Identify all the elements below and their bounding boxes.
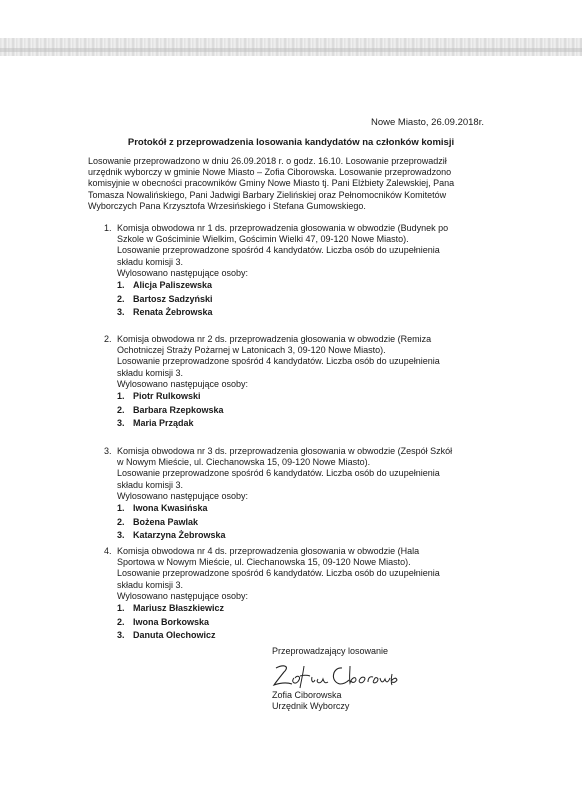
person-name: Maria Prządak [133, 418, 194, 429]
person-number: 1. [117, 280, 125, 291]
person-number: 3. [117, 418, 125, 429]
person-name: Mariusz Błaszkiewicz [133, 603, 225, 614]
person-name: Iwona Kwasińska [133, 503, 208, 514]
selected-person [117, 293, 489, 307]
commission-number: 3. [104, 446, 112, 456]
person-number: 3. [117, 630, 125, 641]
signature-heading: Przeprowadzający losowanie [272, 646, 389, 656]
commission-line: Ochotniczej Straży Pożarnej w Latonicach 3, 09-120 Nowe Miasto). [117, 345, 386, 356]
commission-line: składu komisji 3. [117, 579, 184, 590]
commission-line: składu komisji 3. [117, 367, 184, 378]
commission-line: Losowanie przeprowadzone spośród 4 kandydatów. Liczba osób do uzupełnienia [117, 356, 440, 367]
person-number: 2. [117, 293, 125, 304]
commission-line: Komisja obwodowa nr 2 ds. przeprowadzenia głosowania w obwodzie (Remiza [117, 334, 432, 344]
commission-line: Losowanie przeprowadzone spośród 6 kandydatów. Liczba osób do uzupełnienia [117, 568, 440, 579]
selected-person [117, 529, 489, 543]
commission-line: Komisja obwodowa nr 1 ds. przeprowadzenia głosowania w obwodzie (Budynek po [117, 223, 449, 233]
selected-person [117, 629, 489, 643]
intro-line: Losowanie przeprowadzono w dniu 26.09.2018 r. o godz. 16.10. Losowanie przeprowadził [88, 156, 447, 166]
commission-4 [104, 546, 489, 643]
person-number: 3. [117, 307, 125, 318]
signature-block [272, 646, 400, 713]
handwritten-signature [270, 660, 400, 690]
commission-2 [104, 334, 489, 431]
commission-line: Komisja obwodowa nr 4 ds. przeprowadzenia głosowania w obwodzie (Hala [117, 546, 420, 556]
commission-line: Komisja obwodowa nr 3 ds. przeprowadzenia głosowania w obwodzie (Zespół Szkół [117, 446, 453, 456]
commission-line: Losowanie przeprowadzone spośród 4 kandydatów. Liczba osób do uzupełnienia [117, 245, 440, 256]
person-name: Piotr Rulkowski [133, 391, 201, 402]
commission-number: 2. [104, 334, 112, 344]
place-date: Nowe Miasto, 26.09.2018r. [370, 117, 484, 128]
person-number: 2. [117, 616, 125, 627]
scan-artifact-line [0, 48, 582, 52]
person-number: 2. [117, 404, 125, 415]
signatory-role: Urzędnik Wyborczy [272, 701, 350, 711]
selected-person [117, 404, 489, 418]
commission-line: Szkole w Gościminie Wielkim, Gościmin Wielki 47, 09-120 Nowe Miasto). [117, 234, 409, 245]
selected-persons-list [117, 602, 489, 643]
commission-line: Sportowa w Nowym Mieście, ul. Ciechanowska 15, 09-120 Nowe Miasto). [117, 557, 411, 568]
commission-number: 4. [104, 546, 112, 556]
person-number: 2. [117, 516, 125, 527]
selected-persons-list [117, 502, 489, 543]
commission-line: Losowanie przeprowadzone spośród 6 kandydatów. Liczba osób do uzupełnienia [117, 468, 440, 479]
commission-line: Wylosowano następujące osoby: [117, 378, 248, 389]
commission-line: Wylosowano następujące osoby: [117, 267, 248, 278]
selected-persons-list [117, 279, 489, 320]
intro-line: Tomasza Nowalińskiego, Pani Jadwigi Barbary Zielińskiej oraz Pełnomocników Komitetów [88, 189, 447, 200]
person-name: Bartosz Sadzyński [133, 293, 213, 304]
selected-persons-list [117, 390, 489, 431]
intro-line: Wyborczych Pana Krzysztofa Wrzesińskiego i Stefana Gumowskiego. [88, 200, 366, 211]
scan-artifact-band [0, 38, 582, 56]
commission-line: Wylosowano następujące osoby: [117, 490, 248, 501]
person-name: Katarzyna Żebrowska [133, 530, 226, 541]
intro-paragraph [88, 156, 488, 212]
person-name: Alicja Paliszewska [133, 280, 213, 291]
intro-line: urzędnik wyborczy w gminie Nowe Miasto – Zofia Ciborowska. Losowanie przeprowadzono [88, 167, 452, 178]
person-name: Danuta Olechowicz [133, 630, 216, 641]
selected-person [117, 279, 489, 293]
selected-person [117, 602, 489, 616]
person-number: 3. [117, 530, 125, 541]
selected-person [117, 390, 489, 404]
selected-person [117, 417, 489, 431]
person-number: 1. [117, 603, 125, 614]
selected-person [117, 502, 489, 516]
document-title: Protokół z przeprowadzenia losowania kandydatów na członków komisji [127, 137, 455, 148]
person-number: 1. [117, 391, 125, 402]
commission-3 [104, 446, 489, 543]
commission-line: składu komisji 3. [117, 256, 184, 267]
intro-line: komisyjnie w obecności pracowników Gminy Nowe Miasto tj. Pani Elżbiety Zalewskiej, Pana [88, 178, 455, 189]
commission-line: Wylosowano następujące osoby: [117, 590, 248, 601]
person-name: Barbara Rzepkowska [133, 404, 224, 415]
commission-number: 1. [104, 223, 112, 233]
selected-person [117, 306, 489, 320]
person-name: Iwona Borkowska [133, 616, 210, 627]
selected-person [117, 616, 489, 630]
person-name: Renata Żebrowska [133, 307, 213, 318]
commission-1 [104, 223, 489, 320]
selected-person [117, 516, 489, 530]
commission-line: składu komisji 3. [117, 479, 184, 490]
person-number: 1. [117, 503, 125, 514]
commission-line: w Nowym Mieście, ul. Ciechanowska 15, 09-120 Nowe Miasto). [117, 457, 371, 468]
signatory-name: Zofia Ciborowska [272, 689, 342, 700]
person-name: Bożena Pawlak [133, 516, 199, 527]
